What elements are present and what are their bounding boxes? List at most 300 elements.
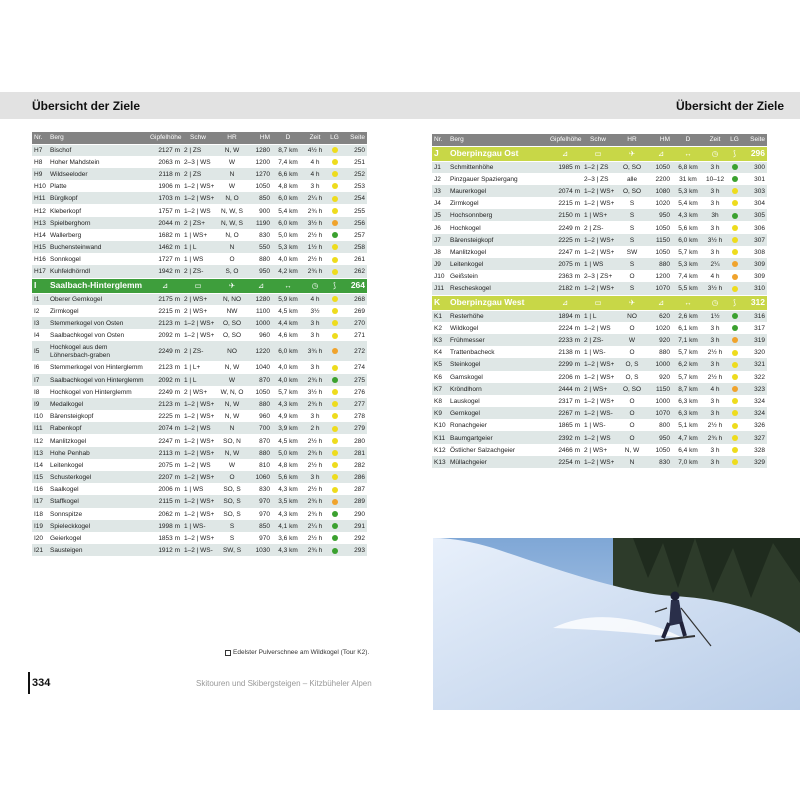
summit-height: 2215 m bbox=[148, 305, 182, 317]
summit-height: 2123 m bbox=[148, 398, 182, 410]
duration: 2¾ h bbox=[304, 266, 326, 278]
difficulty: 1 | WS+ bbox=[582, 210, 614, 222]
page-ref: 270 bbox=[343, 317, 367, 329]
duration: 2¾ h bbox=[304, 496, 326, 508]
avalanche-dot-icon bbox=[332, 333, 338, 339]
column-header: Seite bbox=[343, 132, 367, 144]
aspect: N, W bbox=[214, 447, 250, 459]
avalanche-dot-icon bbox=[332, 450, 338, 456]
column-header: Zeit bbox=[304, 132, 326, 144]
tour-number: I9 bbox=[32, 398, 48, 410]
aspect: O bbox=[614, 420, 650, 432]
avalanche-level bbox=[726, 234, 743, 246]
mountain-name: Bischof bbox=[48, 144, 148, 156]
table-row bbox=[32, 193, 367, 205]
mountain-name: Zirmkogel bbox=[48, 305, 148, 317]
table-row bbox=[32, 398, 367, 410]
avalanche-level bbox=[726, 283, 743, 295]
difficulty: 1–2 | WS+ bbox=[582, 395, 614, 407]
duration: 2½ h bbox=[304, 532, 326, 544]
elevation-gain: 1100 bbox=[250, 305, 272, 317]
table-row bbox=[432, 222, 767, 234]
compass-icon: ✈ bbox=[614, 146, 650, 161]
avalanche-level bbox=[726, 395, 743, 407]
difficulty: 1–2 | WS+ bbox=[582, 371, 614, 383]
duration: 3 h bbox=[704, 359, 726, 371]
duration: 4 h bbox=[704, 383, 726, 395]
page-ref: 300 bbox=[743, 161, 767, 173]
summit-height: 1703 m bbox=[148, 193, 182, 205]
elevation-gain: 960 bbox=[250, 411, 272, 423]
mountain-name: Sausteigen bbox=[48, 545, 148, 557]
avalanche-level bbox=[326, 545, 343, 557]
avalanche-level bbox=[326, 266, 343, 278]
duration: 3 h bbox=[304, 181, 326, 193]
distance: 4,3 km bbox=[272, 484, 304, 496]
mountain-name: Wildseeloder bbox=[48, 168, 148, 180]
distance: 5,4 km bbox=[272, 205, 304, 217]
duration: 3 h bbox=[304, 330, 326, 342]
avalanche-dot-icon bbox=[732, 386, 738, 392]
avalanche-level bbox=[726, 161, 743, 173]
elevation-gain: 1150 bbox=[650, 234, 672, 246]
difficulty: 2 | WS+ bbox=[582, 444, 614, 456]
page-ref: 262 bbox=[343, 266, 367, 278]
table-row bbox=[32, 266, 367, 278]
difficulty: 1 | WS bbox=[182, 484, 214, 496]
distance: 5,4 km bbox=[672, 198, 704, 210]
avalanche-dot-icon bbox=[332, 401, 338, 407]
summit-height: 1942 m bbox=[148, 266, 182, 278]
distance: 3,5 km bbox=[272, 496, 304, 508]
mountain-name: Stemmerkogel von Osten bbox=[48, 317, 148, 329]
mountain-name: Medalkogel bbox=[48, 398, 148, 410]
duration: 2¾ h bbox=[304, 398, 326, 410]
table-row bbox=[432, 259, 767, 271]
page-ref: 252 bbox=[343, 168, 367, 180]
mountain-name: Müllachgeier bbox=[448, 456, 548, 468]
elevation-gain: 1030 bbox=[250, 545, 272, 557]
elevation-gain: 850 bbox=[250, 193, 272, 205]
mountain-name: Geißstein bbox=[448, 271, 548, 283]
difficulty: 1–2 | WS+ bbox=[582, 283, 614, 295]
page-ref: 324 bbox=[743, 395, 767, 407]
column-header: Schw bbox=[582, 134, 614, 146]
mountain-name: Steinkogel bbox=[448, 359, 548, 371]
section-page: 264 bbox=[343, 278, 367, 293]
mountain-name: Östlicher Salzachgeier bbox=[448, 444, 548, 456]
distance: 4,3 km bbox=[272, 398, 304, 410]
difficulty: 1–2 | WS bbox=[582, 432, 614, 444]
table-row bbox=[432, 271, 767, 283]
avalanche-level bbox=[326, 459, 343, 471]
tour-number: I11 bbox=[32, 423, 48, 435]
tour-number: H17 bbox=[32, 266, 48, 278]
difficulty: 1–2 | WS+ bbox=[582, 246, 614, 258]
avalanche-level bbox=[726, 347, 743, 359]
avalanche-level bbox=[326, 293, 343, 305]
table-row bbox=[432, 383, 767, 395]
aspect: O, S bbox=[614, 371, 650, 383]
ascent-icon: ⊿ bbox=[650, 295, 672, 310]
duration: 3 h bbox=[704, 246, 726, 258]
page-ref: 319 bbox=[743, 334, 767, 346]
avalanche-dot-icon bbox=[732, 398, 738, 404]
tour-number: H14 bbox=[32, 229, 48, 241]
difficulty: 2–3 | ZS bbox=[582, 173, 614, 185]
page-ref: 271 bbox=[343, 330, 367, 342]
summit-height: 2392 m bbox=[548, 432, 582, 444]
elevation-gain: 1150 bbox=[650, 383, 672, 395]
aspect: W, N, O bbox=[214, 386, 250, 398]
aspect: N bbox=[214, 168, 250, 180]
table-row bbox=[432, 420, 767, 432]
avalanche-level bbox=[726, 259, 743, 271]
distance: 4,8 km bbox=[272, 181, 304, 193]
elevation-gain: 1050 bbox=[650, 161, 672, 173]
duration: 2½ h bbox=[304, 484, 326, 496]
mountain-name: Geierkogel bbox=[48, 532, 148, 544]
table-row bbox=[32, 205, 367, 217]
avalanche-level bbox=[726, 310, 743, 322]
summit-height: 1906 m bbox=[148, 181, 182, 193]
avalanche-level bbox=[326, 508, 343, 520]
tour-number: K12 bbox=[432, 444, 448, 456]
page-number-rule bbox=[28, 672, 30, 694]
elevation-gain: 830 bbox=[250, 229, 272, 241]
aspect: SW bbox=[614, 246, 650, 258]
summit-height: 2247 m bbox=[548, 246, 582, 258]
aspect: S bbox=[614, 283, 650, 295]
avalanche-level bbox=[326, 398, 343, 410]
avalanche-dot-icon bbox=[732, 286, 738, 292]
tour-number: J8 bbox=[432, 246, 448, 258]
tour-number: H9 bbox=[32, 168, 48, 180]
page-ref: 280 bbox=[343, 435, 367, 447]
mountain-name: Gamskogel bbox=[448, 371, 548, 383]
page-ref: 326 bbox=[743, 420, 767, 432]
elevation-gain: 870 bbox=[250, 435, 272, 447]
mountain-name: Sonnspitze bbox=[48, 508, 148, 520]
elevation-gain: 620 bbox=[650, 310, 672, 322]
compass-icon: ✈ bbox=[614, 295, 650, 310]
tour-number: H12 bbox=[32, 205, 48, 217]
summit-height: 2063 m bbox=[148, 156, 182, 168]
aspect: N, W, S bbox=[214, 205, 250, 217]
elevation-gain: 1000 bbox=[650, 359, 672, 371]
summit-height: 1682 m bbox=[148, 229, 182, 241]
avalanche-level bbox=[326, 532, 343, 544]
mountain-name: Manlitzkogel bbox=[48, 435, 148, 447]
duration: 3½ h bbox=[704, 234, 726, 246]
difficulty: 1–2 | WS- bbox=[582, 408, 614, 420]
elevation-gain: 1070 bbox=[650, 408, 672, 420]
tour-number: H7 bbox=[32, 144, 48, 156]
duration: 4 h bbox=[304, 156, 326, 168]
tour-number: J7 bbox=[432, 234, 448, 246]
difficulty: 1 | L+ bbox=[182, 362, 214, 374]
mountain-name: Schmittenhöhe bbox=[448, 161, 548, 173]
mountain-name: Hochsonnberg bbox=[448, 210, 548, 222]
difficulty: 2 | ZS bbox=[182, 168, 214, 180]
table-row bbox=[32, 386, 367, 398]
summit-height: 2115 m bbox=[148, 496, 182, 508]
mountain-name: Hohe Penhab bbox=[48, 447, 148, 459]
avalanche-level bbox=[326, 242, 343, 254]
summit-height: 2249 m bbox=[148, 342, 182, 362]
table-row bbox=[32, 459, 367, 471]
summit-height: 2182 m bbox=[548, 283, 582, 295]
distance: 7,0 km bbox=[672, 456, 704, 468]
summit-height: 2247 m bbox=[148, 435, 182, 447]
page-ref: 278 bbox=[343, 411, 367, 423]
aspect: O, S bbox=[614, 359, 650, 371]
duration: 4½ h bbox=[304, 144, 326, 156]
table-row bbox=[432, 198, 767, 210]
elevation-gain: 1050 bbox=[650, 444, 672, 456]
elevation-gain: 880 bbox=[650, 347, 672, 359]
avalanche-dot-icon bbox=[332, 438, 338, 444]
distance: 4,9 km bbox=[272, 411, 304, 423]
elevation-gain: 830 bbox=[250, 484, 272, 496]
duration: 4 h bbox=[704, 271, 726, 283]
duration: 3¾ h bbox=[304, 342, 326, 362]
duration: 3 h bbox=[704, 185, 726, 197]
distance: 4,8 km bbox=[272, 459, 304, 471]
elevation-gain: 1050 bbox=[650, 246, 672, 258]
avalanche-level bbox=[726, 322, 743, 334]
distance: 4,3 km bbox=[272, 508, 304, 520]
distance: 5,0 km bbox=[272, 229, 304, 241]
summit-height: 2299 m bbox=[548, 359, 582, 371]
elevation-gain: 880 bbox=[650, 259, 672, 271]
column-header: Schw bbox=[182, 132, 214, 144]
ascent-icon: ⊿ bbox=[650, 146, 672, 161]
page-ref: 305 bbox=[743, 210, 767, 222]
mountain-name: Bärensteigkopf bbox=[448, 234, 548, 246]
distance: 5,7 km bbox=[672, 347, 704, 359]
avalanche-level bbox=[326, 386, 343, 398]
page-ref: 261 bbox=[343, 254, 367, 266]
distance: 4,1 km bbox=[272, 520, 304, 532]
avalanche-dot-icon bbox=[332, 171, 338, 177]
mountain-name: Resterhöhe bbox=[448, 310, 548, 322]
mountain-name: Bürglkopf bbox=[48, 193, 148, 205]
column-header: Zeit bbox=[704, 134, 726, 146]
avalanche-level bbox=[326, 520, 343, 532]
table-row bbox=[32, 156, 367, 168]
summit-height: 2075 m bbox=[148, 459, 182, 471]
aspect: N bbox=[214, 423, 250, 435]
page-ref: 306 bbox=[743, 222, 767, 234]
elevation-gain: 1000 bbox=[250, 317, 272, 329]
page-ref: 251 bbox=[343, 156, 367, 168]
table-row bbox=[32, 374, 367, 386]
right-overview-table bbox=[432, 134, 767, 469]
page-ref: 324 bbox=[743, 408, 767, 420]
mountain-name: Kleberkopf bbox=[48, 205, 148, 217]
avalanche-dot-icon bbox=[332, 348, 338, 354]
avalanche-dot-icon bbox=[732, 313, 738, 319]
page-ref: 322 bbox=[743, 371, 767, 383]
avalanche-dot-icon bbox=[732, 374, 738, 380]
section-page: 296 bbox=[743, 146, 767, 161]
page-ref: 290 bbox=[343, 508, 367, 520]
mountain-name: Saalbachkogel von Hinterglemm bbox=[48, 374, 148, 386]
distance: 5,6 km bbox=[672, 222, 704, 234]
elevation-gain: 1000 bbox=[650, 395, 672, 407]
summit-height: 2249 m bbox=[148, 386, 182, 398]
aspect: O bbox=[614, 395, 650, 407]
avalanche-dot-icon bbox=[332, 159, 338, 165]
duration: 3½ bbox=[304, 305, 326, 317]
elevation-gain: 950 bbox=[650, 432, 672, 444]
difficulty: 1–2 | WS bbox=[182, 459, 214, 471]
difficulty: 1 | WS+ bbox=[182, 229, 214, 241]
avalanche-dot-icon bbox=[732, 325, 738, 331]
distance: 4,4 km bbox=[272, 317, 304, 329]
elevation-gain: 880 bbox=[250, 447, 272, 459]
duration: 2½ h bbox=[304, 229, 326, 241]
avalanche-level bbox=[326, 330, 343, 342]
distance: 5,6 km bbox=[272, 472, 304, 484]
summit-height: 1912 m bbox=[148, 545, 182, 557]
table-row bbox=[32, 362, 367, 374]
elevation-gain: 970 bbox=[250, 532, 272, 544]
tour-number: I17 bbox=[32, 496, 48, 508]
avalanche-level bbox=[326, 374, 343, 386]
column-header: Nr. bbox=[32, 132, 48, 144]
elevation-gain: 1050 bbox=[650, 222, 672, 234]
tour-number: H13 bbox=[32, 217, 48, 229]
avalanche-dot-icon bbox=[732, 350, 738, 356]
tour-number: H11 bbox=[32, 193, 48, 205]
tour-number: K8 bbox=[432, 395, 448, 407]
column-header: D bbox=[272, 132, 304, 144]
distance: 4,2 km bbox=[272, 266, 304, 278]
tour-number: K4 bbox=[432, 347, 448, 359]
distance: 4,5 km bbox=[272, 435, 304, 447]
mountain-name: Wallerberg bbox=[48, 229, 148, 241]
avalanche-dot-icon bbox=[732, 447, 738, 453]
avalanche-dot-icon bbox=[332, 413, 338, 419]
aspect: N bbox=[614, 456, 650, 468]
summit-height: 2044 m bbox=[148, 217, 182, 229]
running-footer: Skitouren und Skibergsteigen – Kitzbüheler Alpen bbox=[196, 679, 372, 688]
page-ref: 254 bbox=[343, 193, 367, 205]
avalanche-level bbox=[326, 229, 343, 241]
summit-height: 2074 m bbox=[548, 185, 582, 197]
mountain-name: Hochkogel von Hinterglemm bbox=[48, 386, 148, 398]
summit-height: 2207 m bbox=[148, 472, 182, 484]
table-row bbox=[432, 322, 767, 334]
duration: 2¼ h bbox=[304, 193, 326, 205]
page-ref: 321 bbox=[743, 359, 767, 371]
avalanche-dot-icon bbox=[332, 511, 338, 517]
aspect: N, W bbox=[614, 444, 650, 456]
duration: 2½ h bbox=[304, 435, 326, 447]
column-header: Gipfelhöhe bbox=[548, 134, 582, 146]
avalanche-level bbox=[326, 484, 343, 496]
avalanche-dot-icon bbox=[732, 237, 738, 243]
page-ref: 272 bbox=[343, 342, 367, 362]
distance: 3,9 km bbox=[272, 423, 304, 435]
duration: 2½ h bbox=[704, 420, 726, 432]
mountain-name: Saalkogel bbox=[48, 484, 148, 496]
avalanche-dot-icon bbox=[332, 257, 338, 263]
summit-height: 2092 m bbox=[148, 374, 182, 386]
duration: 3 h bbox=[304, 411, 326, 423]
avalanche-dot-icon bbox=[732, 188, 738, 194]
tour-number: I18 bbox=[32, 508, 48, 520]
aspect: O, SO bbox=[614, 185, 650, 197]
table-row bbox=[432, 283, 767, 295]
mountain-name: Hochkogel bbox=[448, 222, 548, 234]
page-ref: 320 bbox=[743, 347, 767, 359]
table-row bbox=[32, 305, 367, 317]
avalanche-level bbox=[326, 181, 343, 193]
table-row bbox=[32, 472, 367, 484]
aspect: NW bbox=[214, 305, 250, 317]
summit-height: 2363 m bbox=[548, 271, 582, 283]
mountain-name: Bärensteigkopf bbox=[48, 411, 148, 423]
compass-icon: ✈ bbox=[214, 278, 250, 293]
summit-height: 2224 m bbox=[548, 322, 582, 334]
avalanche-dot-icon bbox=[732, 435, 738, 441]
aspect: O, SO bbox=[214, 317, 250, 329]
photo-caption: Edelster Pulverschnee am Wildkogel (Tour K2). bbox=[233, 649, 370, 656]
duration: 2¾ h bbox=[304, 447, 326, 459]
table-row bbox=[32, 520, 367, 532]
aspect: SW, S bbox=[214, 545, 250, 557]
difficulty: 1–2 | WS+ bbox=[182, 411, 214, 423]
table-row bbox=[432, 185, 767, 197]
avalanche-dot-icon bbox=[332, 308, 338, 314]
table-row bbox=[432, 395, 767, 407]
tour-number: J5 bbox=[432, 210, 448, 222]
page-ref: 277 bbox=[343, 398, 367, 410]
tour-number: K7 bbox=[432, 383, 448, 395]
column-header: LG bbox=[726, 134, 743, 146]
page-ref: 250 bbox=[343, 144, 367, 156]
distance: 4,0 km bbox=[272, 254, 304, 266]
table-row bbox=[32, 435, 367, 447]
avalanche-level bbox=[326, 254, 343, 266]
duration: 3h bbox=[704, 210, 726, 222]
column-header: HR bbox=[214, 132, 250, 144]
aspect: S bbox=[214, 520, 250, 532]
column-header: HM bbox=[650, 134, 672, 146]
tour-number: K6 bbox=[432, 371, 448, 383]
column-header: LG bbox=[326, 132, 343, 144]
table-row bbox=[32, 242, 367, 254]
difficulty: 1–2 | WS+ bbox=[182, 435, 214, 447]
distance: 3,6 km bbox=[272, 532, 304, 544]
tour-number: I12 bbox=[32, 435, 48, 447]
duration: 4 h bbox=[304, 168, 326, 180]
distance: 4,7 km bbox=[672, 432, 704, 444]
elevation-gain: 1220 bbox=[250, 342, 272, 362]
aspect: N, O bbox=[214, 229, 250, 241]
aspect: S bbox=[614, 210, 650, 222]
aspect: O bbox=[614, 432, 650, 444]
clock-icon: ◷ bbox=[704, 295, 726, 310]
difficulty: 2 | WS+ bbox=[182, 386, 214, 398]
column-header-row bbox=[432, 134, 767, 146]
difficulty: 1 | L bbox=[182, 242, 214, 254]
avalanche-dot-icon bbox=[332, 296, 338, 302]
table-row bbox=[432, 334, 767, 346]
